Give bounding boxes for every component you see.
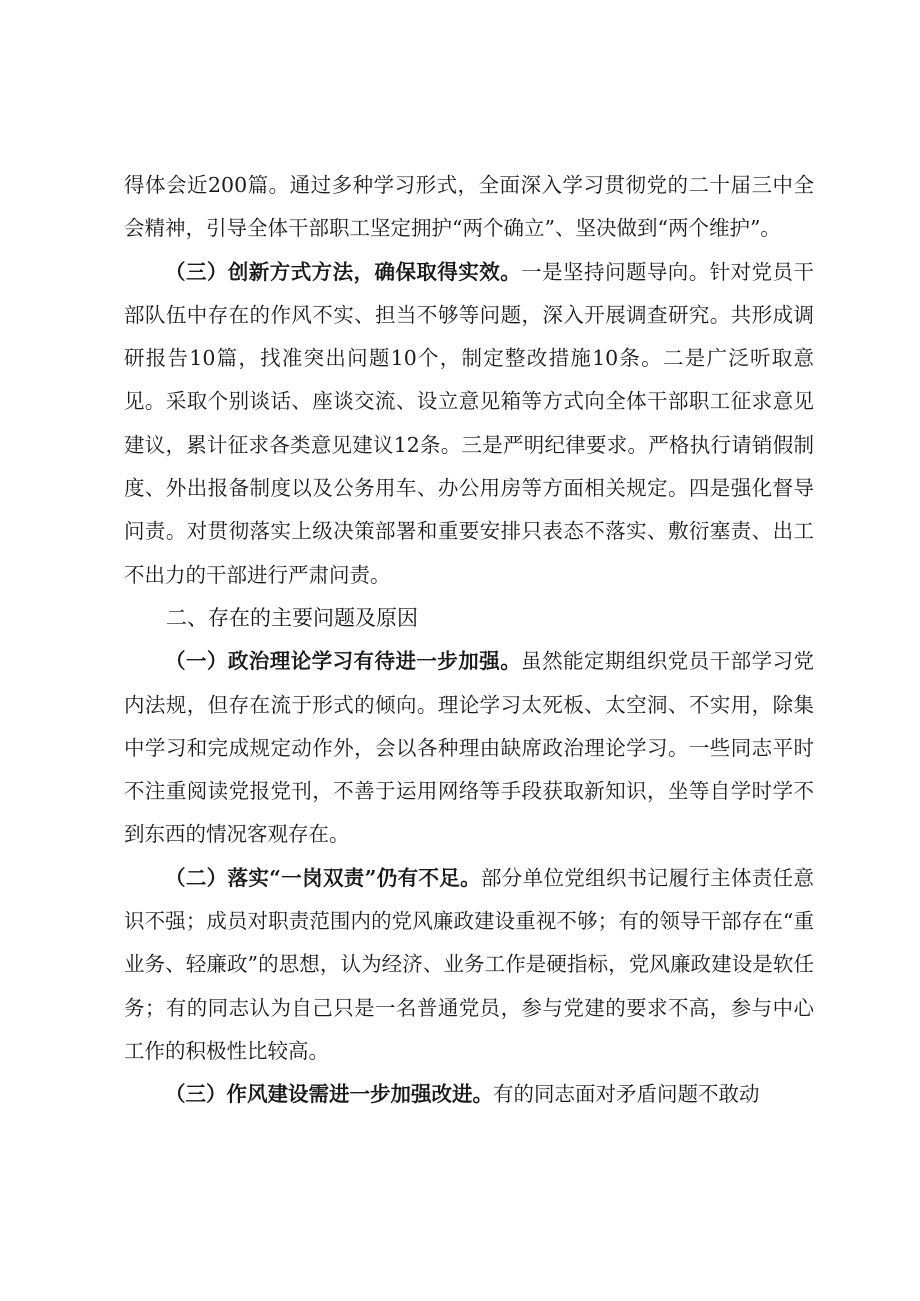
paragraph-lead: （一）政治理论学习有待进一步加强。 [165,649,522,674]
paragraph-text: 部分单位党组织书记履行主体责任意识不强；成员对职责范围内的党风廉政建设重视不够；有的领导干部存在“重业务、轻廉政”的思想，认为经济、业务工作是硬指标，党风廉政建设是软任务；有的同志认为自己只是一名普通党员，参与党建的要求不高，参与中心工作的积极性比较高。 [124,865,814,1063]
paragraph-text: 一是坚持问题导向。针对党员干部队伍中存在的作风不实、担当不够等问题，深入开展调查研究。共形成调研报告10篇，找准突出问题10个，制定整改措施10条。二是广泛听取意见。采取个别谈话、座谈交流、设立意见箱等方式向全体干部职工征求意见建议，累计征求各类意见建议12条。三是严明纪律要求。严格执行请销假制度、外出报备制度以及公务用车、办公用房等方面相关规定。四是强化督导问责。对贯彻落实上级决策部署和重要安排只表态不落实、敷衍塞责、出工不出力的干部进行严肃问责。 [124,259,815,587]
paragraph-work-style [124,1073,814,1116]
paragraph-lead: （三）创新方式方法，确保取得实效。 [165,259,522,284]
paragraph-political-theory [124,640,814,856]
paragraph-lead: （二）落实“一岗双责”仍有不足。 [165,865,481,890]
section-heading: 二、存在的主要问题及原因 [166,605,418,630]
paragraph-study-results [124,164,814,251]
paragraph-text: 有的同志面对矛盾问题不敢动 [493,1082,760,1107]
paragraph-lead: （三）作风建设需进一步加强改进。 [165,1082,493,1107]
paragraph-innovate-methods [124,251,814,597]
paragraph-text: 虽然能定期组织党员干部学习党内法规，但存在流于形式的倾向。理论学习太死板、太空洞、不实用，除集中学习和完成规定动作外，会以各种理由缺席政治理论学习。一些同志平时不注重阅读党报党刊，不善于运用网络等手段获取新知识，坐等自学时学不到东西的情况客观存在。 [124,649,815,847]
document-body [124,164,814,1117]
paragraph-text: 得体会近200篇。通过多种学习形式，全面深入学习贯彻党的二十届三中全会精神，引导全体干部职工坚定拥护“两个确立”、坚决做到“两个维护”。 [124,173,814,241]
paragraph-dual-responsibility [124,857,814,1073]
